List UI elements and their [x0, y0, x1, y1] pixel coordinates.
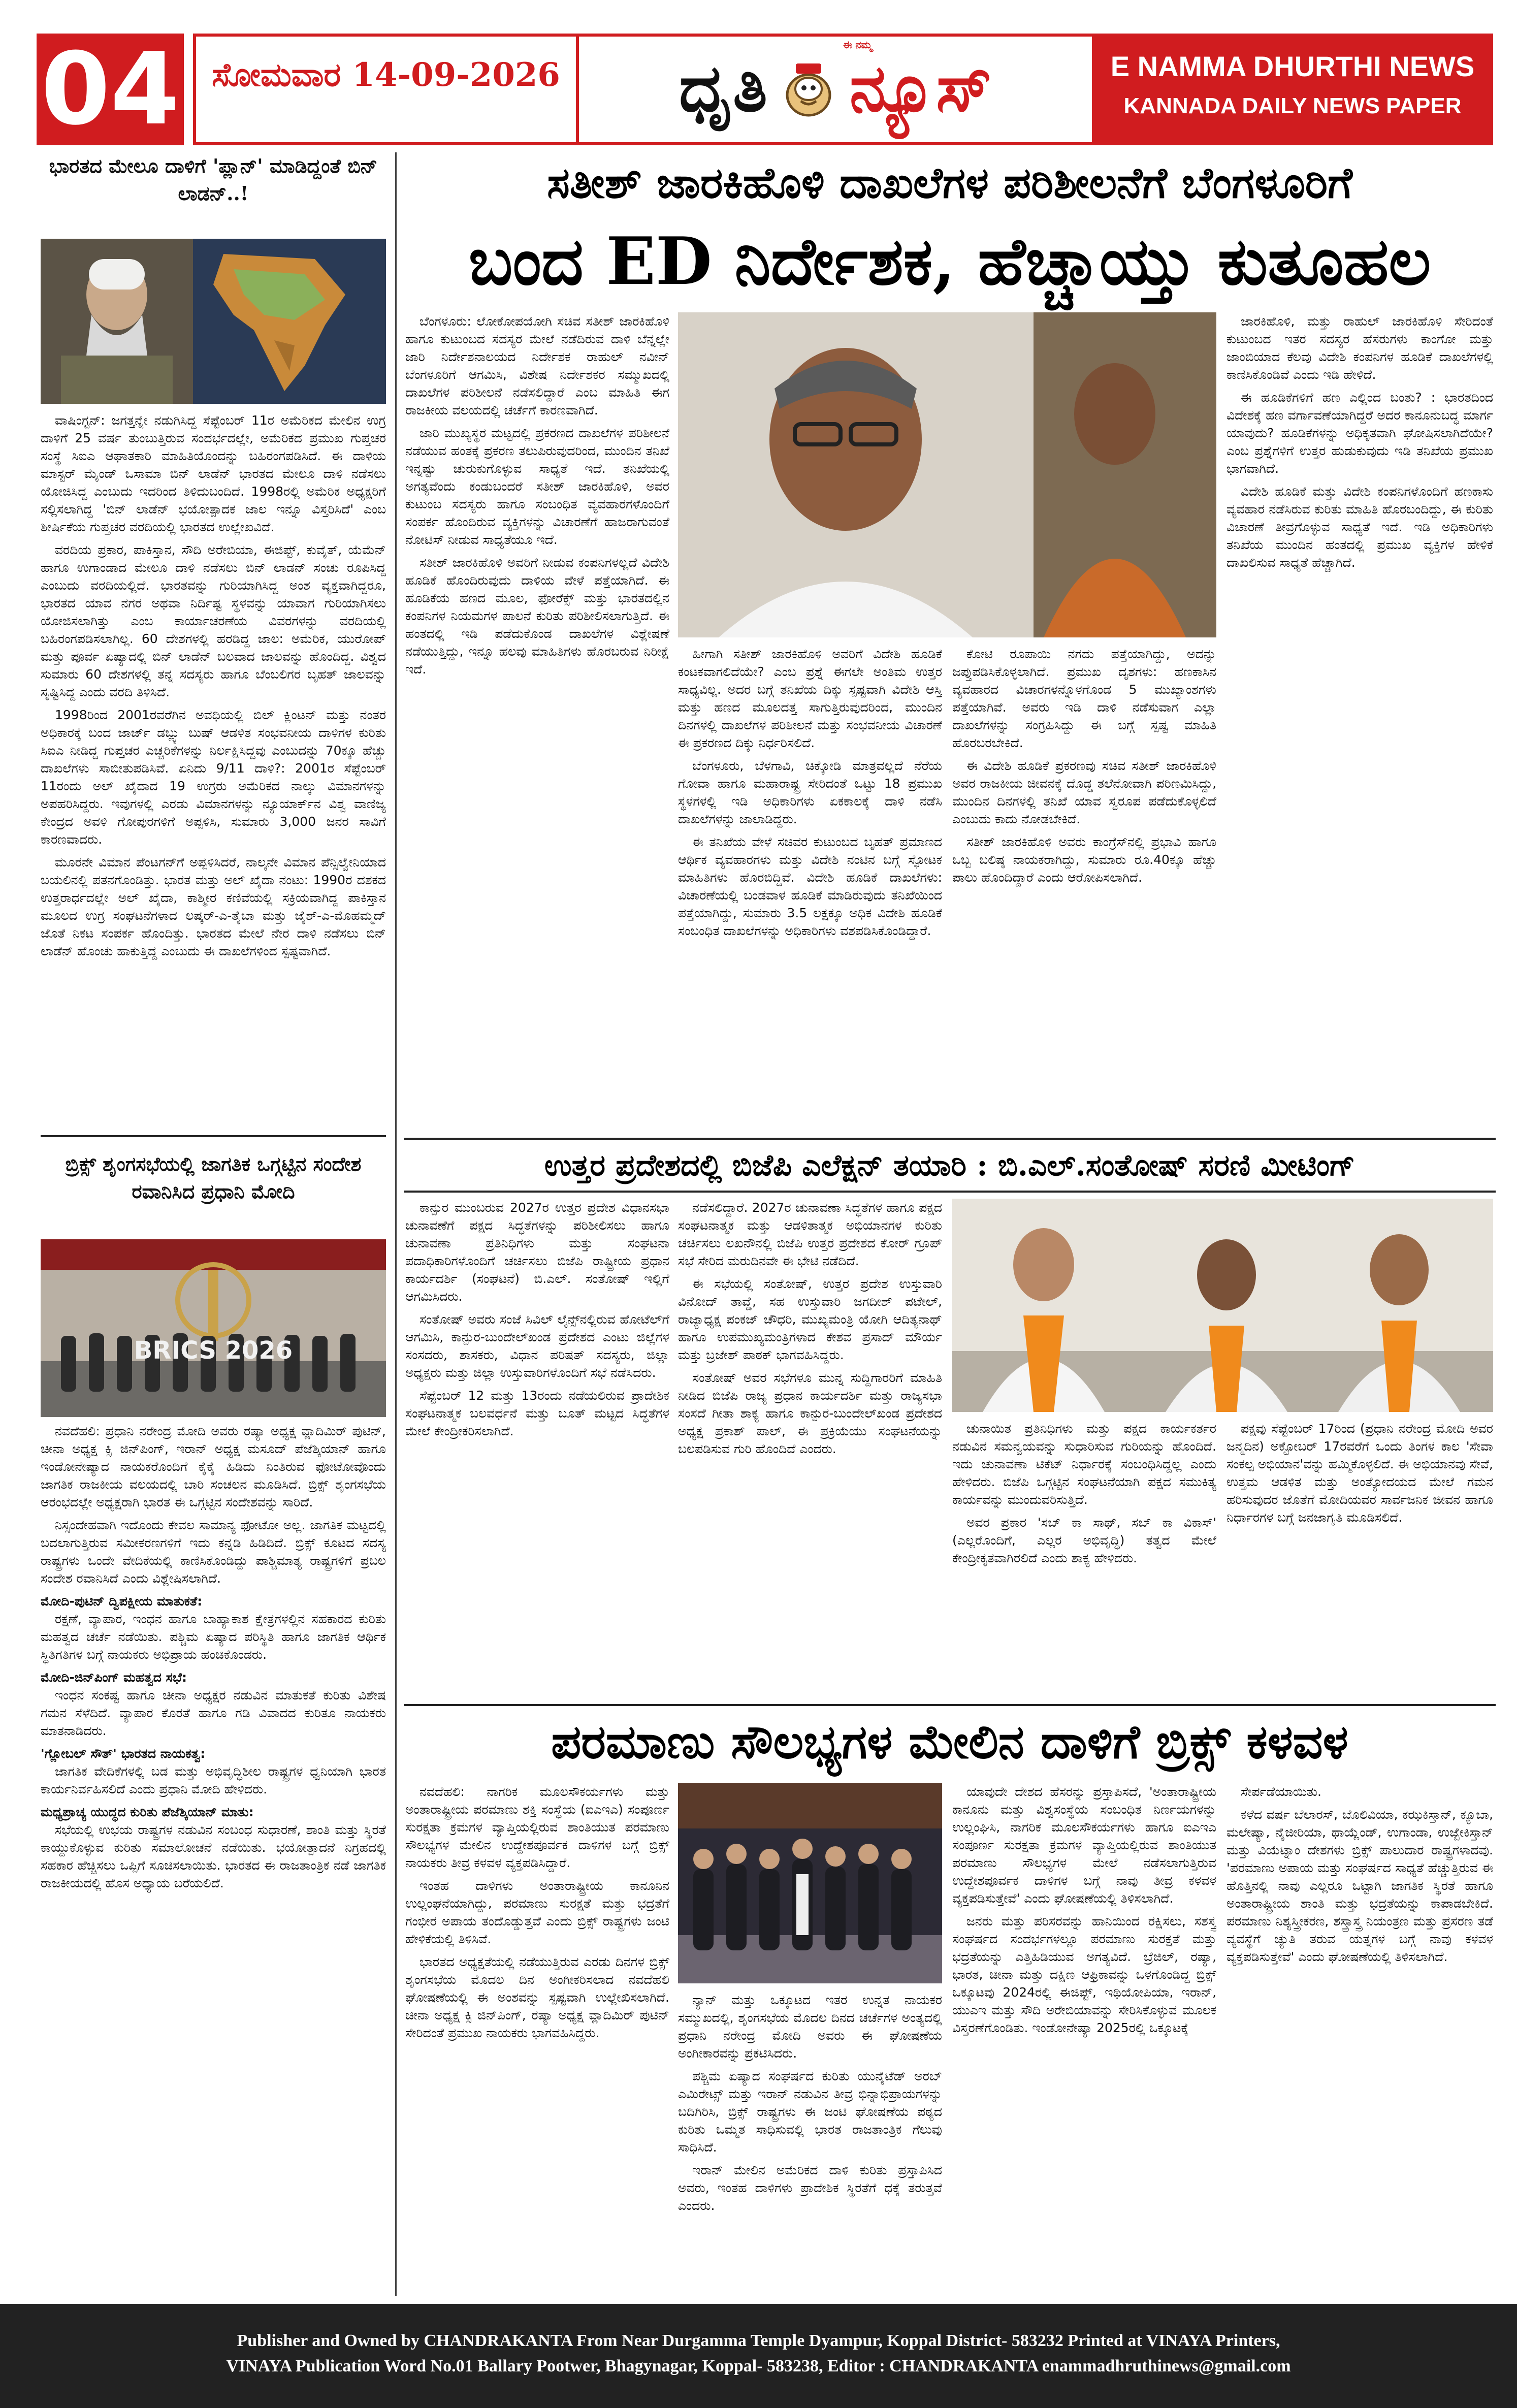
brics-photo-sign: BRICS 2026 [134, 1336, 293, 1365]
left-story-1-paragraph: ವಾಷಿಂಗ್ಟನ್: ಜಗತ್ತನ್ನೇ ನಡುಗಿಸಿದ್ದ ಸೆಪ್ಟೆಂಬರ್ 11ರ ಅಮೆರಿಕದ ಮೇಲಿನ ಉಗ್ರ ದಾಳಿಗೆ 25 ವರ್ಷ ತುಂಬುತ್ತಿರುವ ಸಂದರ್ಭದಲ್ಲೇ, ಅಮೆರಿಕದ ಪ್ರಮುಖ ಗುಪ್ತಚರ ಸಂಸ್ಥೆ ಸಿಐಎ ಆಘಾತಕಾರಿ ಮಾಹಿತಿಯೊಂದನ್ನು ಬಹಿರಂಗಪಡಿಸಿದೆ. ಈ ದಾಳಿಯ ಮಾಸ್ಟರ್ ಮೈಂಡ್ ಒಸಾಮಾ ಬಿನ್ ಲಾಡೆನ್ ಭಾರತದ ಮೇಲೂ ದಾಳಿ ನಡೆಸಲು ಯೋಜಿಸಿದ್ದ ಎಂಬುದು ಇದರಿಂದ ತಿಳಿದುಬಂದಿದೆ. 1998ರಲ್ಲಿ ಅಮೆರಿಕ ಅಧ್ಯಕ್ಷರಿಗೆ ಸಲ್ಲಿಸಲಾಗಿದ್ದ 'ಬಿನ್ ಲಾಡೆನ್ ಭಯೋತ್ಪಾದಕ ಜಾಲ ಇನ್ನೂ ವಿಸ್ತರಿಸಿದೆ' ಎಂಬ ಶೀರ್ಷಿಕೆಯ ಗುಪ್ತಚರ ವರದಿಯಲ್ಲಿ ಭಾರತದ ಉಲ್ಲೇಖವಿದೆ. [41, 413, 386, 534]
left-story-2-paragraph: ಸಭೆಯಲ್ಲಿ ಉಭಯ ರಾಷ್ಟ್ರಗಳ ನಡುವಿನ ಸಂಬಂಧ ಸುಧಾರಣೆ, ಶಾಂತಿ ಮತ್ತು ಸ್ಥಿರತೆ ಕಾಯ್ದುಕೊಳ್ಳುವ ಕುರಿತು ಸಮಾಲೋಚನೆ ನಡೆಯಿತು. ಭಯೋತ್ಪಾದನೆ ನಿಗ್ರಹದಲ್ಲಿ ಸಹಕಾರ ಹೆಚ್ಚಿಸಲು ಒಪ್ಪಿಗೆ ಸೂಚಿಸಲಾಯಿತು. ಭಾರತದ ಈ ರಾಜತಾಂತ್ರಿಕ ನಡೆ ಜಾಗತಿಕ ರಾಜಕೀಯದಲ್ಲಿ ಹೊಸ ಅಧ್ಯಾಯ ಬರೆಯಲಿದೆ. [41, 1822, 386, 1890]
main-story-paragraph: ಈ ತನಿಖೆಯ ವೇಳೆ ಸಚಿವರ ಕುಟುಂಬದ ಬೃಹತ್ ಪ್ರಮಾಣದ ಆರ್ಥಿಕ ವ್ಯವಹಾರಗಳು ಮತ್ತು ವಿದೇಶಿ ನಂಟಿನ ಬಗ್ಗೆ ಸ್ಫೋಟಕ ಮಾಹಿತಿಗಳು ಹೊರಬಿದ್ದಿವೆ. ವಿದೇಶಿ ಹೂಡಿಕೆ ದಾಖಲೆಗಳು: ವಿಚಾರಣೆಯಲ್ಲಿ ಬಂಡವಾಳ ಹೂಡಿಕೆ ಮಾಡಿರುವುದು ತನಿಖೆಯಿಂದ ಪತ್ತೆಯಾಗಿದ್ದು, ಸುಮಾರು 3.5 ಲಕ್ಷಕ್ಕೂ ಅಧಿಕ ವಿದೇಶಿ ಹೂಡಿಕೆ ಸಂಬಂಧಿತ ದಾಖಲೆಗಳನ್ನು ಅಧಿಕಾರಿಗಳು ವಶಪಡಿಸಿಕೊಂಡಿದ್ದಾರೆ. [678, 834, 942, 938]
brics-story-paragraph: ನವದೆಹಲಿ: ನಾಗರಿಕ ಮೂಲಸೌಕರ್ಯಗಳು ಮತ್ತು ಅಂತಾರಾಷ್ಟ್ರೀಯ ಪರಮಾಣು ಶಕ್ತಿ ಸಂಸ್ಥೆಯ (ಐಎಇಎ) ಸಂಪೂರ್ಣ ಸುರಕ್ಷತಾ ಕ್ರಮಗಳ ವ್ಯಾಪ್ತಿಯಲ್ಲಿರುವ ಶಾಂತಿಯುತ ಪರಮಾಣು ಸೌಲಭ್ಯಗಳ ಮೇಲಿನ ಉದ್ದೇಶಪೂರ್ವಕ ದಾಳಿಗಳ ಬಗ್ಗೆ ಬ್ರಿಕ್ಸ್ ನಾಯಕರು ತೀವ್ರ ಕಳವಳ ವ್ಯಕ್ತಪಡಿಸಿದ್ದಾರೆ. [405, 1784, 669, 1870]
brics-story-paragraph: ಇಂತಹ ದಾಳಿಗಳು ಅಂತಾರಾಷ್ಟ್ರೀಯ ಕಾನೂನಿನ ಉಲ್ಲಂಘನೆಯಾಗಿದ್ದು, ಪರಮಾಣು ಸುರಕ್ಷತೆ ಮತ್ತು ಭದ್ರತೆಗೆ ಗಂಭೀರ ಅಪಾಯ ತಂದೊಡ್ಡುತ್ತವೆ ಎಂದು ಬ್ರಿಕ್ಸ್ ರಾಷ್ಟ್ರಗಳು ಜಂಟಿ ಹೇಳಿಕೆಯಲ್ಲಿ ತಿಳಿಸಿವೆ. [405, 1878, 669, 1946]
jarkiholi-portrait-image [678, 312, 1216, 637]
left-story-2-paragraph: ಇಂಧನ ಸಂಕಷ್ಟ ಹಾಗೂ ಚೀನಾ ಅಧ್ಯಕ್ಷರ ನಡುವಿನ ಮಾತುಕತೆ ಕುರಿತು ವಿಶೇಷ ಗಮನ ಸೆಳೆದಿದೆ. ವ್ಯಾಪಾರ ಕೊರತೆ ಹಾಗೂ ಗಡಿ ವಿವಾದದ ಕುರಿತೂ ನಾಯಕರು ಮಾತನಾಡಿದರು. [41, 1688, 386, 1738]
bin-laden-map-image [41, 239, 386, 404]
bjp-story-col1 [405, 1199, 669, 1691]
left-divider [41, 1135, 386, 1137]
left-story-2-headline: ಬ್ರಿಕ್ಸ್ ಶೃಂಗಸಭೆಯಲ್ಲಿ ಜಾಗತಿಕ ಒಗ್ಗಟ್ಟಿನ ಸಂದೇಶ ರವಾನಿಸಿದ ಪ್ರಧಾನಿ ಮೋದಿ [65, 1152, 362, 1203]
mascot-logo-icon [781, 58, 836, 119]
bjp-story-paragraph: ಅವರ ಪ್ರಕಾರ 'ಸಬ್ ಕಾ ಸಾಥ್, ಸಬ್ ಕಾ ವಿಕಾಸ್' (ಎಲ್ಲರೊಂದಿಗೆ, ಎಲ್ಲರ ಅಭಿವೃದ್ಧಿ) ತತ್ವದ ಮೇಲೆ ಕೇಂದ್ರೀಕೃತವಾಗಿರಲಿದೆ ಎಂದು ಶಾಕ್ಯ ಹೇಳಿದರು. [952, 1515, 1216, 1565]
bjp-story-col2 [678, 1199, 942, 1691]
satish-jarkiholi-photo [678, 312, 1216, 637]
main-story-paragraph: ಸತೀಶ್ ಜಾರಕಿಹೊಳಿ ಅವರು ಕಾಂಗ್ರೆಸ್‌ನಲ್ಲಿ ಪ್ರಭಾವಿ ಹಾಗೂ ಒಬ್ಬ ಬಲಿಷ್ಠ ನಾಯಕರಾಗಿದ್ದು, ಸುಮಾರು ರೂ.40ಕ್ಕೂ ಹೆಚ್ಚು ಪಾಲು ಹೊಂದಿದ್ದಾರೆ ಎಂದು ಆರೋಪಿಸಲಾಗಿದೆ. [952, 834, 1216, 885]
bjp-story-paragraph: ಕಾನ್ಪುರ ಮುಂಬರುವ 2027ರ ಉತ್ತರ ಪ್ರದೇಶ ವಿಧಾನಸಭಾ ಚುನಾವಣೆಗೆ ಪಕ್ಷದ ಸಿದ್ಧತೆಗಳನ್ನು ಪರಿಶೀಲಿಸಲು ಹಾಗೂ ಚುನಾವಣಾ ಪ್ರತಿನಿಧಿಗಳು ಮತ್ತು ಸಂಘಟನಾ ಪದಾಧಿಕಾರಿಗಳೊಂದಿಗೆ ಚರ್ಚಿಸಲು ಬಿಜೆಪಿ ರಾಷ್ಟ್ರೀಯ ಪ್ರಧಾನ ಕಾರ್ಯದರ್ಶಿ (ಸಂಘಟನೆ) ಬಿ.ಎಲ್. ಸಂತೋಷ್ ಇಲ್ಲಿಗೆ ಆಗಮಿಸಿದರು. [405, 1200, 669, 1304]
main-story-col2 [678, 645, 942, 1135]
bjp-story-paragraph: ಪಕ್ಷವು ಸೆಪ್ಟೆಂಬರ್ 17ರಿಂದ (ಪ್ರಧಾನಿ ನರೇಂದ್ರ ಮೋದಿ ಅವರ ಜನ್ಮದಿನ) ಅಕ್ಟೋಬರ್ 17ರವರೆಗೆ ಒಂದು ತಿಂಗಳ ಕಾಲ 'ಸೇವಾ ಸಂಕಲ್ಪ ಅಭಿಯಾನ'ವನ್ನು ಹಮ್ಮಿಕೊಳ್ಳಲಿದೆ. ಈ ಅಭಿಯಾನವು ಸೇವೆ, ಉತ್ತಮ ಆಡಳಿತ ಮತ್ತು ಅಂತ್ಯೋದಯದ ಮೇಲೆ ಗಮನ ಹರಿಸುವುದರ ಜೊತೆಗೆ ಮೋದಿಯವರ ಸಾರ್ವಜನಿಕ ಜೀವನ ಹಾಗೂ ನಿರ್ಧಾರಗಳ ಬಗ್ಗೆ ಜನಜಾಗೃತಿ ಮೂಡಿಸಲಿದೆ. [1226, 1421, 1493, 1525]
brics-story-col1 [405, 1783, 669, 2296]
brics-story-paragraph: ಭಾರತದ ಅಧ್ಯಕ್ಷತೆಯಲ್ಲಿ ನಡೆಯುತ್ತಿರುವ ಎರಡು ದಿನಗಳ ಬ್ರಿಕ್ಸ್ ಶೃಂಗಸಭೆಯ ಮೊದಲ ದಿನ ಅಂಗೀಕರಿಸಲಾದ ನವದೆಹಲಿ ಘೋಷಣೆಯಲ್ಲಿ ಈ ಅಂಶವನ್ನು ಸ್ಪಷ್ಟವಾಗಿ ಉಲ್ಲೇಖಿಸಲಾಗಿದೆ. ಚೀನಾ ಅಧ್ಯಕ್ಷ ಕ್ಸಿ ಜಿನ್‌ಪಿಂಗ್, ರಷ್ಯಾ ಅಧ್ಯಕ್ಷ ವ್ಲಾದಿಮಿರ್ ಪುಟಿನ್ ಸೇರಿದಂತೆ ಪ್ರಮುಖ ನಾಯಕರು ಭಾಗವಹಿಸಿದ್ದರು. [405, 1954, 669, 2040]
brand-name: E NAMMA DHURTHI NEWS [1110, 50, 1475, 82]
main-story-paragraph: ಜಾರಕಿಹೊಳಿ, ಮತ್ತು ರಾಹುಲ್ ಜಾರಕಿಹೊಳಿ ಸೇರಿದಂತೆ ಕುಟುಂಬದ ಇತರ ಸದಸ್ಯರ ಹೆಸರುಗಳು ಕಾಂಗೋ ಮತ್ತು ಜಾಂಬಿಯಾದ ಕೆಲವು ವಿದೇಶಿ ಕಂಪನಿಗಳ ಹೂಡಿಕೆ ದಾಖಲೆಗಳಲ್ಲಿ ಕಾಣಿಸಿಕೊಂಡಿವೆ ಎಂದು ಇಡಿ ಹೇಳಿದೆ. [1226, 314, 1493, 382]
main-story-headline-line2: ಬಂದ ED ನಿರ್ದೇಶಕ, ಹೆಚ್ಚಾಯ್ತು ಕುತೂಹಲ [468, 223, 1431, 300]
main-story-paragraph: ವಿದೇಶಿ ಹೂಡಿಕೆ ಮತ್ತು ವಿದೇಶಿ ಕಂಪನಿಗಳೊಂದಿಗೆ ಹಣಕಾಸು ವ್ಯವಹಾರ ನಡೆಸಿರುವ ಕುರಿತು ಮಾಹಿತಿ ಹೊರಬಂದಿದ್ದು, ಈ ಕುರಿತು ವಿಚಾರಣೆ ತೀವ್ರಗೊಳ್ಳುವ ಸಾಧ್ಯತೆ ಇದೆ. ಇಡಿ ಅಧಿಕಾರಿಗಳು ತನಿಖೆಯ ಮುಂದಿನ ಹಂತದಲ್ಲಿ ಪ್ರಮುಖ ವ್ಯಕ್ತಿಗಳ ಹೇಳಿಕೆ ದಾಖಲಿಸುವ ಸಾಧ್ಯತೆ ಹೆಚ್ಚಾಗಿದೆ. [1226, 484, 1493, 570]
main-story-paragraph: ಬೆಂಗಳೂರು: ಲೋಕೋಪಯೋಗಿ ಸಚಿವ ಸತೀಶ್ ಜಾರಕಿಹೊಳಿ ಹಾಗೂ ಕುಟುಂಬದ ಸದಸ್ಯರ ಮೇಲೆ ನಡೆದಿರುವ ದಾಳಿ ಬೆನ್ನಲ್ಲೇ ಜಾರಿ ನಿರ್ದೇಶನಾಲಯದ ನಿರ್ದೇಶಕ ರಾಹುಲ್ ನವೀನ್ ಬೆಂಗಳೂರಿಗೆ ಆಗಮಿಸಿ, ವಿಶೇಷ ನಿರ್ದೇಶಕರ ಸಮ್ಮುಖದಲ್ಲಿ ದಾಖಲೆಗಳ ಪರಿಶೀಲನೆ ನಡೆಸಲಿದ್ದಾರೆ ಎಂಬ ಮಾಹಿತಿ ಈಗ ರಾಜಕೀಯ ವಲಯದಲ್ಲಿ ಚರ್ಚೆಗೆ ಕಾರಣವಾಗಿದೆ. [405, 314, 669, 418]
footer-line1: Publisher and Owned by CHANDRAKANTA From Near Durgamma Temple Dyampur, Koppal District- 583232 Printed at VINAYA Printers, [237, 2331, 1280, 2350]
bjp-story-paragraph: ಸೆಪ್ಟೆಂಬರ್ 12 ಮತ್ತು 13ರಂದು ನಡೆಯಲಿರುವ ಪ್ರಾದೇಶಿಕ ಸಂಘಟನಾತ್ಮಕ ಬಲವರ್ಧನೆ ಮತ್ತು ಬೂತ್ ಮಟ್ಟದ ಸಿದ್ಧತೆಗಳ ಮೇಲೆ ಕೇಂದ್ರೀಕರಿಸಲಾಗಿದೆ. [405, 1388, 669, 1438]
brics-story-headline: ಪರಮಾಣು ಸೌಲಭ್ಯಗಳ ಮೇಲಿನ ದಾಳಿಗೆ ಬ್ರಿಕ್ಸ್ ಕಳವಳ [404, 1704, 1496, 1777]
bjp-story-headline: ಉತ್ತರ ಪ್ರದೇಶದಲ್ಲಿ ಬಿಜೆಪಿ ಎಲೆಕ್ಷನ್ ತಯಾರಿ : ಬಿ.ಎಲ್.ಸಂತೋಷ್ ಸರಣಿ ಮೀಟಿಂಗ್ [404, 1138, 1496, 1193]
bjp-story-paragraph: ಸಂತೋಷ್ ಅವರು ಸಂಜೆ ಸಿವಿಲ್ ಲೈನ್ಸ್‌ನಲ್ಲಿರುವ ಹೋಟೆಲ್‌ಗೆ ಆಗಮಿಸಿ, ಕಾನ್ಪುರ-ಬುಂದೇಲ್‌ಖಂಡ ಪ್ರದೇಶದ ಎಂಟು ಜಿಲ್ಲೆಗಳ ಸಂಸದರು, ಶಾಸಕರು, ವಿಧಾನ ಪರಿಷತ್ ಸದಸ್ಯರು, ಜಿಲ್ಲಾ ಅಧ್ಯಕ್ಷರು ಮತ್ತು ಜಿಲ್ಲಾ ಉಸ್ತುವಾರಿಗಳೊಂದಿಗೆ ಸಭೆ ನಡೆಸಿದರು. [405, 1312, 669, 1380]
left-story-2-paragraph: ಜಾಗತಿಕ ವೇದಿಕೆಗಳಲ್ಲಿ ಬಡ ಮತ್ತು ಅಭಿವೃದ್ಧಿಶೀಲ ರಾಷ್ಟ್ರಗಳ ಧ್ವನಿಯಾಗಿ ಭಾರತ ಕಾರ್ಯನಿರ್ವಹಿಸಲಿದೆ ಎಂದು ಪ್ರಧಾನಿ ಮೋದಿ ಹೇಳಿದರು. [41, 1764, 386, 1796]
left-story-2-subhead: 'ಗ್ಲೋಬಲ್ ಸೌತ್' ಭಾರತದ ನಾಯಕತ್ವ: [41, 1746, 206, 1761]
main-story-col4 [1226, 312, 1493, 1135]
brics-story-paragraph: ಪಶ್ಚಿಮ ಏಷ್ಯಾದ ಸಂಘರ್ಷದ ಕುರಿತು ಯುನೈಟೆಡ್ ಅರಬ್ ಎಮಿರೇಟ್ಸ್ ಮತ್ತು ಇರಾನ್ ನಡುವಿನ ತೀವ್ರ ಭಿನ್ನಾಭಿಪ್ರಾಯಗಳನ್ನು ಬದಿಗಿರಿಸಿ, ಬ್ರಿಕ್ಸ್ ರಾಷ್ಟ್ರಗಳು ಈ ಜಂಟಿ ಘೋಷಣೆಯ ಪಠ್ಯದ ಕುರಿತು ಒಮ್ಮತ ಸಾಧಿಸುವಲ್ಲಿ ಭಾರತ ರಾಜತಾಂತ್ರಿಕ ಗೆಲುವು ಸಾಧಿಸಿದೆ. [678, 2069, 942, 2155]
brics-summit-photo [41, 1239, 386, 1417]
bjp-meeting-photo [952, 1199, 1493, 1412]
left-story-2-subhead: ಮೋದಿ-ಪುಟಿನ್ ದ್ವಿಪಕ್ಷೀಯ ಮಾತುಕತೆ: [41, 1594, 203, 1609]
bin-laden-photo [41, 239, 386, 404]
brics-story-paragraph: ಇರಾನ್ ಮೇಲಿನ ಅಮೆರಿಕದ ದಾಳಿ ಕುರಿತು ಪ್ರಸ್ತಾಪಿಸಿದ ಅವರು, ಇಂತಹ ದಾಳಿಗಳು ಪ್ರಾದೇಶಿಕ ಸ್ಥಿರತೆಗೆ ಧಕ್ಕೆ ತರುತ್ತವೆ ಎಂದರು. [678, 2163, 942, 2213]
main-story-col3 [952, 645, 1216, 1135]
bjp-story-paragraph: ಚುನಾಯಿತ ಪ್ರತಿನಿಧಿಗಳು ಮತ್ತು ಪಕ್ಷದ ಕಾರ್ಯಕರ್ತರ ನಡುವಿನ ಸಮನ್ವಯವನ್ನು ಸುಧಾರಿಸುವ ಗುರಿಯನ್ನು ಹೊಂದಿದೆ. ಇದು ಚುನಾವಣಾ ಟಿಕೆಟ್ ನಿರ್ಧಾರಕ್ಕೆ ಸಂಬಂಧಿಸಿದ್ದಲ್ಲ ಎಂದು ಹೇಳಿದರು. ಬಿಜೆಪಿ ಒಗ್ಗಟ್ಟಿನ ಸಂಘಟನೆಯಾಗಿ ಪಕ್ಷದ ಸಮುಕಿತ್ಯ ಕಾರ್ಯವನ್ನು ಮುಂದುವರಿಸುತ್ತಿದೆ. [952, 1421, 1216, 1507]
issue-date: ಸೋಮವಾರ 14-09-2026 [212, 56, 560, 94]
left-column-rule [395, 152, 397, 2296]
brics-leaders-image [41, 1239, 386, 1417]
left-story-2-paragraph: ರಕ್ಷಣೆ, ವ್ಯಾಪಾರ, ಇಂಧನ ಹಾಗೂ ಬಾಹ್ಯಾಕಾಶ ಕ್ಷೇತ್ರಗಳಲ್ಲಿನ ಸಹಕಾರದ ಕುರಿತು ಮಹತ್ವದ ಚರ್ಚೆ ನಡೆಯಿತು. ಪಶ್ಚಿಮ ಏಷ್ಯಾದ ಪರಿಸ್ಥಿತಿ ಹಾಗೂ ಜಾಗತಿಕ ಆರ್ಥಿಕ ಸ್ಥಿತಿಗತಿಗಳ ಬಗ್ಗೆ ನಾಯಕರು ಅಭಿಪ್ರಾಯ ಹಂಚಿಕೊಂಡರು. [41, 1612, 386, 1662]
main-story-paragraph: ಕೋಟಿ ರೂಪಾಯಿ ನಗದು ಪತ್ತೆಯಾಗಿದ್ದು, ಅದನ್ನು ಜಪ್ತುಪಡಿಸಿಕೊಳ್ಳಲಾಗಿದೆ. ಪ್ರಮುಖ ದೃಶಗಳು: ಹಣಕಾಸಿನ ವ್ಯವಹಾರದ ವಿಚಾರಗಳನ್ನೊಳಗೊಂಡ 5 ಮುಖ್ಯಾಂಶಗಳು ಪತ್ತೆಯಾಗಿವೆ. ಅವರು ಇಡಿ ದಾಳಿ ನಡೆಸುವಾಗ ಎಲ್ಲಾ ದಾಖಲೆಗಳನ್ನು ಸಂಗ್ರಹಿಸಿದ್ದು ಈ ಬಗ್ಗೆ ಸ್ಪಷ್ಟ ಮಾಹಿತಿ ಹೊರಬರಬೇಕಿದೆ. [952, 647, 1216, 750]
main-story-paragraph: ಬೆಂಗಳೂರು, ಬೆಳಗಾವಿ, ಚಿಕ್ಕೋಡಿ ಮಾತ್ರವಲ್ಲದೆ ನೆರೆಯ ಗೋವಾ ಹಾಗೂ ಮಹಾರಾಷ್ಟ್ರ ಸೇರಿದಂತೆ ಒಟ್ಟು 18 ಪ್ರಮುಖ ಸ್ಥಳಗಳಲ್ಲಿ ಇಡಿ ಅಧಿಕಾರಿಗಳು ಏಕಕಾಲಕ್ಕೆ ದಾಳಿ ನಡೆಸಿ ದಾಖಲೆಗಳನ್ನು ಜಾಲಾಡಿದ್ದರು. [678, 758, 942, 826]
brics-story-paragraph: ಕಳೆದ ವರ್ಷ ಬೆಲಾರಸ್, ಬೊಲಿವಿಯಾ, ಕಝಕಿಸ್ತಾನ್, ಕ್ಯೂಬಾ, ಮಲೇಷ್ಯಾ, ನೈಜೀರಿಯಾ, ಥಾಯ್ಲೆಂಡ್, ಉಗಾಂಡಾ, ಉಜ್ಬೇಕಿಸ್ತಾನ್ ಮತ್ತು ವಿಯೆಟ್ನಾಂ ದೇಶಗಳು ಬ್ರಿಕ್ಸ್ ಪಾಲುದಾರ ರಾಷ್ಟ್ರಗಳಾದವು. 'ಪರಮಾಣು ಅಪಾಯ ಮತ್ತು ಸಂಘರ್ಷದ ಸಾಧ್ಯತೆ ಹೆಚ್ಚುತ್ತಿರುವ ಈ ಹೊತ್ತಿನಲ್ಲಿ ನಾವು ಎಲ್ಲರೂ ಒಟ್ಟಾಗಿ ಜಾಗತಿಕ ಸ್ಥಿರತೆ ಹಾಗೂ ಅಂತಾರಾಷ್ಟ್ರೀಯ ಶಾಂತಿ ಮತ್ತು ಭದ್ರತೆಯನ್ನು ಕಾಪಾಡಬೇಕಿದೆ. ಪರಮಾಣು ನಿಶ್ಯಸ್ತ್ರೀಕರಣ, ಶಸ್ತ್ರಾಸ್ತ್ರ ನಿಯಂತ್ರಣ ಮತ್ತು ಪ್ರಸರಣ ತಡೆ ವ್ಯವಸ್ಥೆಗೆ ಚ್ಯುತಿ ತರುವ ಯತ್ನಗಳ ಬಗ್ಗೆ ನಾವು ಕಳವಳ ವ್ಯಕ್ತಪಡಿಸುತ್ತೇವೆ' ಎಂದು ಘೋಷಣೆಯಲ್ಲಿ ತಿಳಿಸಲಾಗಿದೆ. [1226, 1807, 1493, 1964]
brics-story-paragraph: ನ್ಯಾನ್ ಮತ್ತು ಒಕ್ಕೂಟದ ಇತರ ಉನ್ನತ ನಾಯಕರ ಸಮ್ಮುಖದಲ್ಲಿ, ಶೃಂಗಸಭೆಯ ಮೊದಲ ದಿನದ ಚರ್ಚೆಗಳ ಅಂತ್ಯದಲ್ಲಿ ಪ್ರಧಾನಿ ನರೇಂದ್ರ ಮೋದಿ ಅವರು ಈ ಘೋಷಣೆಯ ಅಂಗೀಕಾರವನ್ನು ಪ್ರಕಟಿಸಿದರು. [678, 1993, 942, 2061]
bjp-story-col3 [952, 1420, 1216, 1691]
brics-story-col2 [678, 1991, 942, 2296]
left-story-1-headline: ಭಾರತದ ಮೇಲೂ ದಾಳಿಗೆ 'ಪ್ಲಾನ್' ಮಾಡಿದ್ದಂತೆ ಬಿನ್ ಲಾಡನ್..! [49, 154, 378, 205]
bjp-story-paragraph: ಸಂತೋಷ್ ಅವರ ಸಭೆಗಳೂ ಮುನ್ನ ಸುದ್ದಿಗಾರರಿಗೆ ಮಾಹಿತಿ ನೀಡಿದ ಬಿಜೆಪಿ ರಾಜ್ಯ ಪ್ರಧಾನ ಕಾರ್ಯದರ್ಶಿ ಮತ್ತು ರಾಜ್ಯಸಭಾ ಸಂಸದೆ ಗೀತಾ ಶಾಕ್ಯ ಹಾಗೂ ಕಾನ್ಪುರ-ಬುಂದೇಲ್‌ಖಂಡ ಪ್ರದೇಶದ ಅಧ್ಯಕ್ಷ ಪ್ರಕಾಶ್ ಪಾಲ್, ಈ ಪ್ರಕ್ರಿಯೆಯು ಸಂಘಟನೆಯನ್ನು ಬಲಪಡಿಸುವ ಗುರಿ ಹೊಂದಿದೆ ಎಂದರು. [678, 1370, 942, 1456]
logo-tagline: ಈ ನಮ್ಮ [843, 39, 873, 51]
footer-line2: VINAYA Publication Word No.01 Ballary Pootwer, Bhagynagar, Koppal- 583238, Editor : CHANDRAKANTA enammadhruthinews@gmail.com [226, 2357, 1291, 2375]
brics-story-paragraph: ಜನರು ಮತ್ತು ಪರಿಸರವನ್ನು ಹಾನಿಯಿಂದ ರಕ್ಷಿಸಲು, ಸಶಸ್ತ್ರ ಸಂಘರ್ಷದ ಸಂದರ್ಭಗಳಲ್ಲೂ ಪರಮಾಣು ಸುರಕ್ಷತೆ ಮತ್ತು ಭದ್ರತೆಯನ್ನು ಎತ್ತಿಹಿಡಿಯುವ ಅಗತ್ಯವಿದೆ. ಬ್ರೆಜಿಲ್, ರಷ್ಯಾ, ಭಾರತ, ಚೀನಾ ಮತ್ತು ದಕ್ಷಿಣ ಆಫ್ರಿಕಾವನ್ನು ಒಳಗೊಂಡಿದ್ದ ಬ್ರಿಕ್ಸ್ ಒಕ್ಕೂಟವು 2024ರಲ್ಲಿ ಈಜಿಪ್ಟ್, ಇಥಿಯೋಪಿಯಾ, ಇರಾನ್, ಯುಎಇ ಮತ್ತು ಸೌದಿ ಅರೇಬಿಯಾವನ್ನು ಸೇರಿಸಿಕೊಳ್ಳುವ ಮೂಲಕ ವಿಸ್ತರಣೆಗೊಂಡಿತು. ಇಂಡೋನೇಷ್ಯಾ 2025ರಲ್ಲಿ ಒಕ್ಕೂಟಕ್ಕೆ [952, 1914, 1216, 2035]
main-story-paragraph: ಹೀಗಾಗಿ ಸತೀಶ್ ಜಾರಕಿಹೊಳಿ ಅವರಿಗೆ ವಿದೇಶಿ ಹೂಡಿಕೆ ಕಂಟಕವಾಗಲಿದೆಯೇ? ಎಂಬ ಪ್ರಶ್ನೆ ಈಗಲೇ ಅಂತಿಮ ಉತ್ತರ ಸಾಧ್ಯವಿಲ್ಲ. ಅದರ ಬಗ್ಗೆ ತನಿಖೆಯ ದಿಕ್ಕು ಸ್ಪಷ್ಟವಾಗಿ ವಿದೇಶಿ ಆಸ್ತಿ ಮತ್ತು ಹಣದ ಮೂಲದತ್ತ ಸಾಗುತ್ತಿರುವುದರಿಂದ, ಮುಂದಿನ ದಿನಗಳಲ್ಲಿ ದಾಖಲೆಗಳ ಪರಿಶೀಲನೆ ಮತ್ತು ಸಂಭವನೀಯ ವಿಚಾರಣೆ ಈ ಪ್ರಕರಣದ ದಿಕ್ಕು ನಿರ್ಧರಿಸಲಿದೆ. [678, 647, 942, 750]
brics-story-col4 [1226, 1783, 1493, 2296]
main-story-headline-line1: ಸತೀಶ್ ಜಾರಕಿಹೊಳಿ ದಾಖಲೆಗಳ ಪರಿಶೀಲನೆಗೆ ಬೆಂಗಳೂರಿಗೆ [547, 157, 1352, 208]
newspaper-logo [579, 36, 1092, 142]
left-story-2-subhead: ಮೋದಿ-ಜಿನ್‌ಪಿಂಗ್ ಮಹತ್ವದ ಸಭೆ: [41, 1670, 187, 1685]
left-story-2-paragraph: ನಿಸ್ಸಂದೇಹವಾಗಿ ಇದೊಂದು ಕೇವಲ ಸಾಮಾನ್ಯ ಫೋಟೋ ಅಲ್ಲ. ಜಾಗತಿಕ ಮಟ್ಟದಲ್ಲಿ ಬದಲಾಗುತ್ತಿರುವ ಸಮೀಕರಣಗಳಿಗೆ ಇದು ಕನ್ನಡಿ ಹಿಡಿದಿದೆ. ಬ್ರಿಕ್ಸ್ ಕೂಟದ ಸದಸ್ಯ ರಾಷ್ಟ್ರಗಳು ಒಂದೇ ವೇದಿಕೆಯಲ್ಲಿ ಕಾಣಿಸಿಕೊಂಡಿದ್ದು ಪಾಶ್ಚಿಮಾತ್ಯ ರಾಷ್ಟ್ರಗಳಿಗೆ ಪ್ರಬಲ ಸಂದೇಶ ರವಾನಿಸಿದೆ ಎಂದು ವಿಶ್ಲೇಷಿಸಲಾಗಿದೆ. [41, 1518, 386, 1586]
left-story-1-paragraph: ಮೂರನೇ ವಿಮಾನ ಪೆಂಟಗನ್‌ಗೆ ಅಪ್ಪಳಿಸಿದರೆ, ನಾಲ್ಕನೇ ವಿಮಾನ ಪೆನ್ಸಿಲ್ವೇನಿಯಾದ ಬಯಲಿನಲ್ಲಿ ಪತನಗೊಂಡಿತ್ತು. ಭಾರತ ಮತ್ತು ಅಲ್ ಖೈದಾ ನಂಟು: 1990ರ ದಶಕದ ಉತ್ತರಾರ್ಧದಲ್ಲೇ ಅಲ್ ಖೈದಾ, ಕಾಶ್ಮೀರ ಕಣಿವೆಯಲ್ಲಿ ಸಕ್ರಿಯವಾಗಿದ್ದ ಪಾಕಿಸ್ತಾನ ಮೂಲದ ಉಗ್ರ ಸಂಘಟನೆಗಳಾದ ಲಷ್ಕರ್-ಎ-ತೈಬಾ ಮತ್ತು ಜೈಶ್-ಎ-ಮೊಹಮ್ಮದ್ ಜೊತೆ ನಿಕಟ ಸಂಪರ್ಕ ಹೊಂದಿತ್ತು. ಭಾರತದ ಮೇಲೆ ನೇರ ದಾಳಿ ನಡೆಸಲು ಬಿನ್ ಲಾಡೆನ್ ಹೊಂಚು ಹಾಕುತ್ತಿದ್ದ ಎಂಬುದು ಈ ದಾಖಲೆಗಳಿಂದ ಸ್ಪಷ್ಟವಾಗಿದೆ. [41, 855, 386, 958]
logo-news-text: ನ್ಯೂಸ್ [849, 50, 992, 126]
page-number: 04 [41, 31, 180, 147]
main-story-paragraph: ಜಾರಿ ಮುಖ್ಯಸ್ಥರ ಮಟ್ಟದಲ್ಲಿ ಪ್ರಕರಣದ ದಾಖಲೆಗಳ ಪರಿಶೀಲನೆ ನಡೆಯುವ ಹಂತಕ್ಕೆ ಪ್ರಕರಣ ತಲುಪಿರುವುದರಿಂದ, ಮುಂದಿನ ತನಿಖೆ ಇನ್ನಷ್ಟು ಚುರುಕುಗೊಳ್ಳುವ ಸಾಧ್ಯತೆ ಇದೆ. ತನಿಖೆಯಲ್ಲಿ ಅಗತ್ಯವೆಂದು ಕಂಡುಬಂದರೆ ಸತೀಶ್ ಜಾರಕಿಹೊಳಿ, ಅವರ ಕುಟುಂಬ ಸದಸ್ಯರು ಹಾಗೂ ಸಂಬಂಧಿತ ವ್ಯವಹಾರಗಳೊಂದಿಗೆ ಸಂಪರ್ಕ ಹೊಂದಿರುವ ವ್ಯಕ್ತಿಗಳನ್ನು ವಿಚಾರಣೆಗೆ ಹಾಜರಾಗುವಂತೆ ನೋಟಿಸ್ ನೀಡುವ ಸಾಧ್ಯತೆಯೂ ಇದೆ. [405, 426, 669, 547]
publisher-footer [0, 2304, 1517, 2408]
bjp-story-paragraph: ಈ ಸಭೆಯಲ್ಲಿ ಸಂತೋಷ್, ಉತ್ತರ ಪ್ರದೇಶ ಉಸ್ತುವಾರಿ ವಿನೋದ್ ತಾವ್ಡೆ, ಸಹ ಉಸ್ತುವಾರಿ ಜಗದೀಶ್ ಪಟೇಲ್, ರಾಜ್ಯಾಧ್ಯಕ್ಷ ಪಂಕಜ್ ಚೌಧರಿ, ಮುಖ್ಯಮಂತ್ರಿ ಯೋಗಿ ಆದಿತ್ಯನಾಥ್ ಹಾಗೂ ಉಪಮುಖ್ಯಮಂತ್ರಿಗಳಾದ ಕೇಶವ ಪ್ರಸಾದ್ ಮೌರ್ಯ ಮತ್ತು ಬ್ರಜೇಶ್ ಪಾಠಕ್ ಭಾಗವಹಿಸಿದ್ದರು. [678, 1276, 942, 1362]
main-story-paragraph: ಸತೀಶ್ ಜಾರಕಿಹೊಳಿ ಅವರಿಗೆ ನೀಡುವ ಕಂಪನಿಗಳಲ್ಲದೆ ವಿದೇಶಿ ಹೂಡಿಕೆ ಹೊಂದಿರುವುದು ದಾಳಿಯ ವೇಳೆ ಪತ್ತೆಯಾಗಿದೆ. ಈ ಹೂಡಿಕೆಯ ಹಣದ ಮೂಲ, ಫೋರೆಕ್ಸ್ ಮತ್ತು ಭಾರತದಲ್ಲಿನ ಕಂಪನಿಗಳ ನಿಯಮಗಳ ಪಾಲನೆ ಕುರಿತು ಪರಿಶೀಲಿಸಲಾಗುತ್ತಿದೆ. ಈ ಹಂತದಲ್ಲಿ ಇಡಿ ಪಡೆದುಕೊಂಡ ದಾಖಲೆಗಳ ವಿಶ್ಲೇಷಣೆ ನಡೆಯುತ್ತಿದ್ದು, ಇನ್ನೂ ಹಲವು ಮಾಹಿತಿಗಳು ಹೊರಬರುವ ನಿರೀಕ್ಷೆ ಇದೆ. [405, 555, 669, 677]
main-story-col1 [405, 312, 669, 1135]
logo-main-text: ಧೃತಿ [679, 50, 767, 126]
brics-nuclear-photo [678, 1783, 942, 1983]
left-story-2-paragraph: ನವದೆಹಲಿ: ಪ್ರಧಾನಿ ನರೇಂದ್ರ ಮೋದಿ ಅವರು ರಷ್ಯಾ ಅಧ್ಯಕ್ಷ ವ್ಲಾದಿಮಿರ್ ಪುಟಿನ್, ಚೀನಾ ಅಧ್ಯಕ್ಷ ಕ್ಸಿ ಜಿನ್‌ಪಿಂಗ್, ಇರಾನ್ ಅಧ್ಯಕ್ಷ ಮಸೂದ್ ಪೆಜೆಶ್ಕಿಯಾನ್ ಹಾಗೂ ಇಂಡೋನೇಷ್ಯಾದ ನಾಯಕರೊಂದಿಗೆ ಕೈಕೈ ಹಿಡಿದು ನಿಂತಿರುವ ಫೋಟೋವೊಂದು ಜಾಗತಿಕ ರಾಜಕೀಯ ವಲಯದಲ್ಲಿ ಬಾರಿ ಸಂಚಲನ ಮೂಡಿಸಿದೆ. ಬ್ರಿಕ್ಸ್ ಶೃಂಗಸಭೆಯ ಆರಂಭದಲ್ಲೇ ಅಧ್ಯಕ್ಷರಾಗಿ ಭಾರತ ಈ ಒಗ್ಗಟ್ಟಿನ ಸಂದೇಶವನ್ನು ಸಾರಿದೆ. [41, 1424, 386, 1510]
bjp-story-col4 [1226, 1420, 1493, 1691]
brics-story-paragraph: ಸೇರ್ಪಡೆಯಾಯಿತು. [1241, 1784, 1321, 1799]
left-story-1-paragraph: ವರದಿಯ ಪ್ರಕಾರ, ಪಾಕಿಸ್ತಾನ, ಸೌದಿ ಅರೇಬಿಯಾ, ಈಜಿಪ್ಟ್, ಕುವೈತ್, ಯೆಮೆನ್ ಹಾಗೂ ಉಗಾಂಡಾದ ಮೇಲೂ ದಾಳಿ ನಡೆಸಲು ಬಿನ್ ಲಾಡನ್ ಸಂಚು ರೂಪಿಸಿದ್ದ ಎಂಬುದು ವರದಿಯಲ್ಲಿದೆ. ಭಾರತವನ್ನು ಗುರಿಯಾಗಿಸಿದ್ದ ಅಂಶ ವ್ಯಕ್ತವಾಗಿದ್ದರೂ, ಭಾರತದ ಯಾವ ನಗರ ಅಥವಾ ನಿರ್ದಿಷ್ಟ ಸ್ಥಳವನ್ನು ಯಾವಾಗ ಗುರಿಯಾಗಿಸಲು ಯೋಜಿಸಲಾಗಿತ್ತು ಎಂಬ ಕಾರ್ಯಾಚರಣೆಯ ವಿವರಗಳನ್ನು ವರದಿಯಲ್ಲಿ ಬಹಿರಂಗಪಡಿಸಲಾಗಿಲ್ಲ. 60 ದೇಶಗಳಲ್ಲಿ ಹರಡಿದ್ದ ಜಾಲ: ಅಮೆರಿಕ, ಯುರೋಪ್ ಮತ್ತು ಪೂರ್ವ ಏಷ್ಯಾದಲ್ಲಿ ಬಿನ್ ಲಾಡೆನ್ ಬಲವಾದ ಜಾಲವನ್ನು ಹೊಂದಿದ್ದ. ವಿಶ್ವದ ಸುಮಾರು 60 ದೇಶಗಳಲ್ಲಿ ತನ್ನ ಸದಸ್ಯರು ಹಾಗೂ ಬೆಂಬಲಿಗರ ಬೃಹತ್ ಜಾಲವನ್ನು ಸೃಷ್ಟಿಸಿದ್ದ ಎಂದು ವರದಿ ತಿಳಿಸಿದೆ. [41, 542, 386, 699]
main-story-paragraph: ಈ ವಿದೇಶಿ ಹೂಡಿಕೆ ಪ್ರಕರಣವು ಸಚಿವ ಸತೀಶ್ ಜಾರಕಿಹೊಳಿ ಅವರ ರಾಜಕೀಯ ಜೀವನಕ್ಕೆ ದೊಡ್ಡ ತಲೆನೋವಾಗಿ ಪರಿಣಮಿಸಿದ್ದು, ಮುಂದಿನ ದಿನಗಳಲ್ಲಿ ತನಿಖೆ ಯಾವ ಸ್ವರೂಪ ಪಡೆದುಕೊಳ್ಳಲಿದೆ ಎಂಬುದು ಕಾದು ನೋಡಬೇಕಿದೆ. [952, 758, 1216, 826]
main-story-paragraph: ಈ ಹೂಡಿಕೆಗಳಿಗೆ ಹಣ ಎಲ್ಲಿಂದ ಬಂತು? : ಭಾರತದಿಂದ ವಿದೇಶಕ್ಕೆ ಹಣ ವರ್ಗಾವಣೆಯಾಗಿದ್ದರೆ ಅದರ ಕಾನೂನುಬದ್ಧ ಮಾರ್ಗ ಯಾವುದು? ಹೂಡಿಕೆಗಳನ್ನು ಅಧಿಕೃತವಾಗಿ ಘೋಷಿಸಲಾಗಿದೆಯೇ? ಎಂಬ ಪ್ರಶ್ನೆಗಳಿಗೆ ಉತ್ತರ ಹುಡುಕುವುದು ಇಡಿ ತನಿಖೆಯ ಪ್ರಮುಖ ಭಾಗವಾಗಿದೆ. [1226, 390, 1493, 476]
brics-story-col3 [952, 1783, 1216, 2296]
bjp-leaders-image [952, 1199, 1493, 1412]
brand-subtitle: KANNADA DAILY NEWS PAPER [1123, 93, 1462, 118]
left-story-2-body [41, 1422, 386, 2296]
brics-story-paragraph: ಯಾವುದೇ ದೇಶದ ಹೆಸರನ್ನು ಪ್ರಸ್ತಾಪಿಸದೆ, 'ಅಂತಾರಾಷ್ಟ್ರೀಯ ಕಾನೂನು ಮತ್ತು ವಿಶ್ವಸಂಸ್ಥೆಯ ಸಂಬಂಧಿತ ನಿರ್ಣಯಗಳನ್ನು ಉಲ್ಲಂಘಿಸಿ, ನಾಗರಿಕ ಮೂಲಸೌಕರ್ಯಗಳು ಹಾಗೂ ಐಎಇಎ ಸಂಪೂರ್ಣ ಸುರಕ್ಷತಾ ಕ್ರಮಗಳ ವ್ಯಾಪ್ತಿಯಲ್ಲಿರುವ ಶಾಂತಿಯುತ ಪರಮಾಣು ಸೌಲಭ್ಯಗಳ ಮೇಲೆ ನಡೆಸಲಾಗುತ್ತಿರುವ ಉದ್ದೇಶಪೂರ್ವಕ ದಾಳಿಗಳ ಬಗ್ಗೆ ನಾವು ತೀವ್ರ ಕಳವಳ ವ್ಯಕ್ತಪಡಿಸುತ್ತೇವೆ' ಎಂದು ಘೋಷಣೆಯಲ್ಲಿ ತಿಳಿಸಲಾಗಿದೆ. [952, 1784, 1216, 1906]
left-story-2-subhead: ಮಧ್ಯಪ್ರಾಚ್ಯ ಯುದ್ಧದ ಕುರಿತು ಪೆಜೆಶ್ಕಿಯಾನ್ ಮಾತು: [41, 1805, 254, 1819]
left-story-1-paragraph: 1998ರಿಂದ 2001ರವರೆಗಿನ ಅವಧಿಯಲ್ಲಿ ಬಿಲ್ ಕ್ಲಿಂಟನ್ ಮತ್ತು ನಂತರ ಅಧಿಕಾರಕ್ಕೆ ಬಂದ ಜಾರ್ಜ್ ಡಬ್ಲ್ಯು ಬುಷ್ ಆಡಳಿತ ಸಂಭವನೀಯ ದಾಳಿಗಳ ಕುರಿತು ಸಿಐಎ ನೀಡಿದ್ದ ಗುಪ್ತಚರ ಎಚ್ಚರಿಕೆಗಳನ್ನು ನಿರ್ಲಕ್ಷಿಸಿದ್ದವು ಎಂಬುದನ್ನು 70ಕ್ಕೂ ಹೆಚ್ಚು ದಾಖಲೆಗಳು ಸಾಬೀತುಪಡಿಸಿವೆ. ಏನಿದು 9/11 ದಾಳಿ?: 2001ರ ಸೆಪ್ಟೆಂಬರ್ 11ರಂದು ಅಲ್ ಖೈದಾದ 19 ಉಗ್ರರು ಅಮೆರಿಕದ ನಾಲ್ಕು ವಿಮಾನಗಳನ್ನು ಅಪಹರಿಸಿದ್ದರು. ಇವುಗಳಲ್ಲಿ ಎರಡು ವಿಮಾನಗಳನ್ನು ನ್ಯೂಯಾರ್ಕ್‌ನ ವಿಶ್ವ ವಾಣಿಜ್ಯ ಕೇಂದ್ರದ ಅವಳಿ ಗೋಪುರಗಳಿಗೆ ಅಪ್ಪಳಿಸಿ, ಸುಮಾರು 3,000 ಜನರ ಸಾವಿಗೆ ಕಾರಣವಾದರು. [41, 708, 386, 847]
brics-summit-stage-image [678, 1783, 942, 1983]
left-story-1-body [41, 411, 386, 1130]
bjp-story-paragraph: ನಡೆಸಲಿದ್ದಾರೆ. 2027ರ ಚುನಾವಣಾ ಸಿದ್ಧತೆಗಳ ಹಾಗೂ ಪಕ್ಷದ ಸಂಘಟನಾತ್ಮಕ ಮತ್ತು ಆಡಳಿತಾತ್ಮಕ ಅಭಿಯಾನಗಳ ಕುರಿತು ಚರ್ಚಿಸಲು ಲಖನೌನಲ್ಲಿ ಬಿಜೆಪಿ ಉತ್ತರ ಪ್ರದೇಶದ ಕೋರ್ ಗ್ರೂಪ್ ಸಭೆ ಸೇರಿದ ಮರುದಿನವೇ ಈ ಭೇಟಿ ನಡೆದಿದೆ. [678, 1200, 942, 1268]
